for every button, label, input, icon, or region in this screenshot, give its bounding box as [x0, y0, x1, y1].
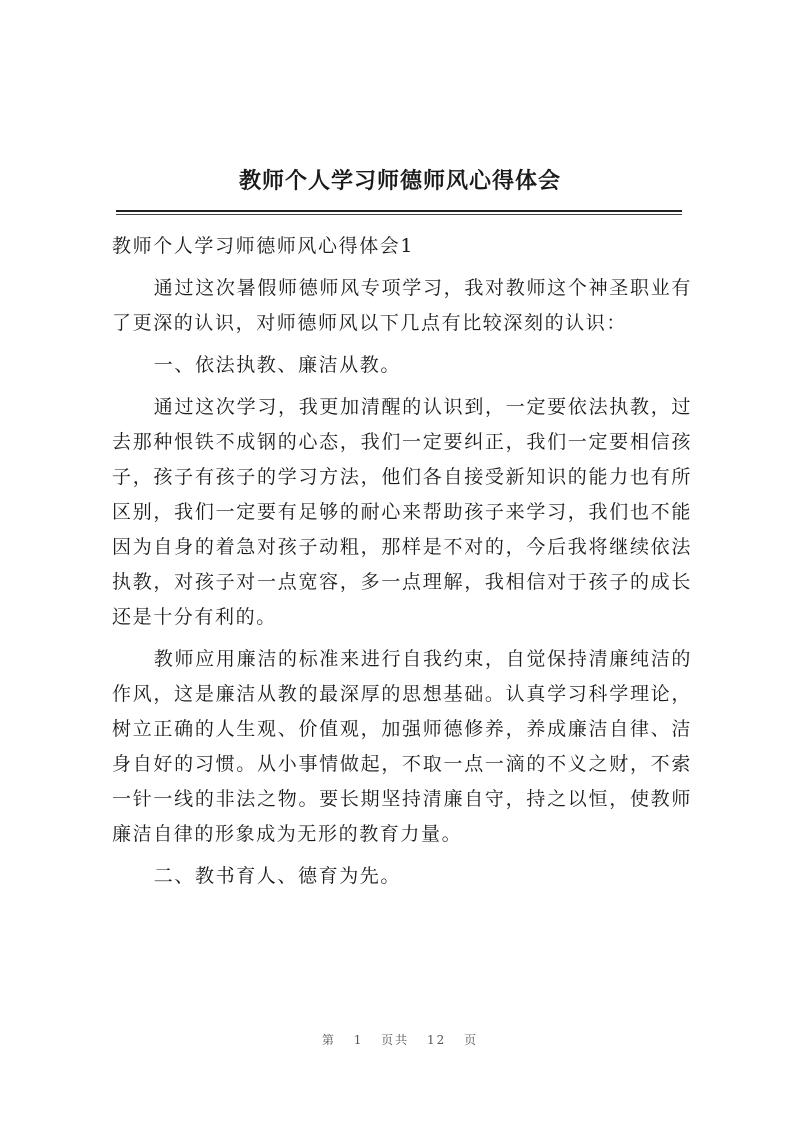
subheading-one: 一、依法执教、廉洁从教。 — [153, 354, 401, 376]
subheading-two: 二、教书育人、德育为先。 — [153, 865, 401, 887]
footer-total-pages: 12 — [427, 1033, 447, 1047]
footer-current-page: 1 — [353, 1033, 364, 1047]
section-heading: 教师个人学习师德师风心得体会1 — [112, 235, 415, 257]
paragraph-law: 通过这次学习，我更加清醒的认识到，一定要依法执教，过去那种恨铁不成钢的心态，我们一定要纠正，我们一定要相信孩子，孩子有孩子的学习方法，他们各自接受新知识的能力也有所区别，我们一定要有足够的耐心来帮助孩子来学习，我们也不能因为自身的着急对孩子动粗，那样是不对的，今后我将继续依法执教，对孩子对一点宽容，多一点理解，我相信对于孩子的成长还是十分有利的。 — [112, 396, 692, 628]
footer-label-end: 页 — [464, 1033, 479, 1047]
title-divider-thin — [116, 214, 682, 215]
paragraph-intro: 通过这次暑假师德师风专项学习，我对教师这个神圣职业有了更深的认识，对师德师风以下几点有比较深刻的认识： — [112, 277, 692, 334]
page-footer — [0, 1031, 800, 1048]
footer-label-page: 第 — [321, 1033, 336, 1047]
page-title: 教师个人学习师德师风心得体会 — [238, 168, 561, 194]
title-divider — [116, 210, 682, 212]
footer-label-of: 页共 — [381, 1033, 410, 1047]
paragraph-integrity: 教师应用廉洁的标准来进行自我约束，自觉保持清廉纯洁的作风，这是廉洁从教的最深厚的思想基础。认真学习科学理论，树立正确的人生观、价值观，加强师德修养，养成廉洁自律、洁身自好的习惯。从小事情做起，不取一点一滴的不义之财，不索一针一线的非法之物。要长期坚持清廉自守，持之以恒，使教师廉洁自律的形象成为无形的教育力量。 — [112, 648, 692, 845]
document-body — [112, 229, 692, 901]
